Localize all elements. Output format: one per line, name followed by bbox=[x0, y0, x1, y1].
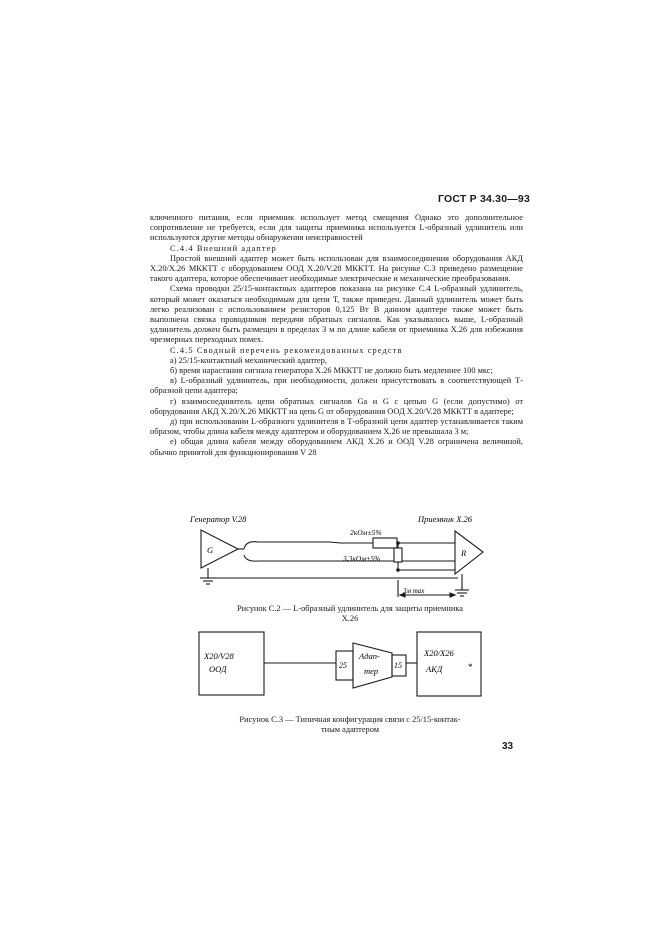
generator-symbol-label: G bbox=[207, 545, 214, 555]
section-heading-c44: С.4.4 Внешний адаптер bbox=[170, 243, 277, 253]
receiver-label: Приемник Х.26 bbox=[418, 514, 473, 524]
dce-box-line2: АКД bbox=[426, 664, 443, 674]
page-number: 33 bbox=[502, 741, 514, 752]
list-item: а) 25/15-контактный механический адаптер, bbox=[170, 355, 327, 365]
document-header: ГОСТ Р 34.30—93 bbox=[438, 193, 531, 205]
paragraph: ключенного питания, если приемник использует метод смещения Однако это дополнительное сопротивление не требуется, если для защиты приемника используется L-образный удлинитель или используются другие методы обнаружения неисправностей bbox=[150, 213, 523, 243]
generator-label: Генератор V.28 bbox=[190, 514, 247, 524]
section-heading-c45: С.4.5 Сводный перечень рекомендованных средств bbox=[170, 345, 403, 355]
paragraph: Схема проводки 25/15-контактных адаптеров показана на рисунке С.4 L-образный удлинитель, который может оказаться необходимым для цепи Т, также приведен. Данный удлинитель может быть легко реализован с использованием резисторов 0,125 Вт В данном адаптере также может быть выполнена связка проводников передачи обратных сигналов. Как указывалось выше, L-образный удлинитель должен быть размещен в пределах 3 м по длине кабеля от приемника Х.26 для избежания чрезмерных переходных помех. bbox=[150, 284, 523, 345]
list-item: е) общая длина кабеля между оборудованием АКД Х.26 и ООД V.28 ограничена величиной, обычно принятой для функционирования V 28 bbox=[150, 437, 523, 457]
figure-c3-caption-line2: тным адаптером bbox=[320, 725, 380, 734]
dte-box-line1: Х20/V28 bbox=[204, 651, 234, 661]
receiver-symbol-label: R bbox=[461, 548, 467, 558]
series-resistor-label: 2кОм±5% bbox=[350, 528, 382, 537]
figure-c3-caption-line1: Рисунок С.3 — Типичная конфигурация связи с 25/15-контак- bbox=[239, 715, 461, 724]
length-label: 3м max bbox=[403, 587, 425, 595]
paragraph: Простой внешний адаптер может быть использован для взаимосоединения оборудования АКД Х.20/Х.26 МККТТ с оборудованием ООД Х.20/V.28 МККТТ. На рисунке С.3 приведено размещение такого адаптера, которое обеспечивает необходимые электрические и механические преобразования. bbox=[150, 253, 523, 284]
figure-c2-caption-line1: Рисунок С.2 — L-образный удлинитель для защиты приемника bbox=[237, 604, 463, 613]
dte-box-line2: ООД bbox=[209, 664, 227, 674]
adapter-label-line2: тер bbox=[364, 666, 379, 676]
shunt-resistor-label: 3,3кОм±5% bbox=[343, 554, 381, 563]
adapter-label-line1: Адап- bbox=[359, 651, 380, 661]
adapter-left-pins: 25 bbox=[339, 661, 347, 670]
list-item: в) L-образный удлинитель, при необходимости, должен присутствовать в соответствующей Т-образной цепи адаптера; bbox=[150, 376, 523, 396]
figure-c2-caption-line2: Х.26 bbox=[341, 614, 359, 623]
dce-box-line1: Х20/Х26 bbox=[424, 648, 454, 658]
figure-c2-caption bbox=[180, 604, 520, 624]
list-item: б) время нарастания сигнала генератора Х.26 МККТТ не должно быть медленнее 100 мкс; bbox=[170, 366, 493, 376]
list-item: г) взаимосоединитель цепи обратных сигналов Ga и G с цепью G (если допустимо) от оборудования АКД Х.20/Х.26 МККТТ на цепь G от оборудования ООД Х.20/V.28 МККТТ в адаптере; bbox=[150, 396, 523, 416]
receiver-symbol bbox=[455, 531, 483, 574]
figure-c3-caption bbox=[180, 715, 520, 735]
shunt-resistor bbox=[394, 548, 402, 562]
list-item: д) при использовании L-образного удлинителя в Т-образной цепи адаптер устанавливается таким образом, чтобы длина кабеля между адаптером и оборудованием Х.26 не превышала 3 м; bbox=[150, 417, 523, 437]
series-resistor bbox=[373, 538, 397, 548]
asterisk-mark: * bbox=[468, 662, 473, 672]
adapter-right-pins: 15 bbox=[394, 661, 402, 670]
